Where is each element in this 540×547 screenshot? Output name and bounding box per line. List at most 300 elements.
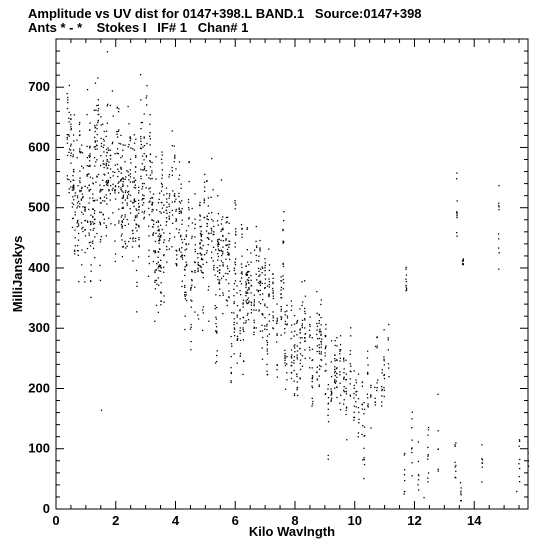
data-point: [118, 153, 119, 154]
data-point: [82, 196, 83, 197]
data-point: [178, 179, 179, 180]
data-point: [247, 313, 248, 314]
data-point: [356, 382, 357, 383]
data-point: [309, 324, 310, 325]
data-point: [256, 327, 257, 328]
data-point: [153, 194, 154, 195]
data-point: [300, 332, 301, 333]
data-point: [208, 213, 209, 214]
data-point: [128, 179, 129, 180]
data-point: [130, 148, 131, 149]
data-point: [195, 249, 196, 250]
data-point: [130, 169, 131, 170]
data-point: [140, 136, 141, 137]
data-point: [141, 188, 142, 189]
data-point: [285, 321, 286, 322]
data-point: [377, 387, 378, 388]
data-point: [140, 128, 141, 129]
data-point: [195, 224, 196, 225]
data-point: [256, 279, 257, 280]
data-point: [74, 195, 75, 196]
data-point: [219, 279, 220, 280]
data-point: [93, 183, 94, 184]
data-point: [291, 362, 292, 363]
data-point: [217, 279, 218, 280]
data-point: [191, 238, 192, 239]
data-point: [339, 371, 340, 372]
data-point: [70, 181, 71, 182]
data-point: [221, 219, 222, 220]
data-point: [81, 145, 82, 146]
data-point: [227, 300, 228, 301]
data-point: [168, 240, 169, 241]
data-point: [155, 178, 156, 179]
data-point: [216, 361, 217, 362]
data-point: [361, 434, 362, 435]
data-point: [94, 236, 95, 237]
data-point: [186, 265, 187, 266]
data-point: [241, 277, 242, 278]
data-point: [153, 235, 154, 236]
data-point: [240, 333, 241, 334]
y-tick-label: 100: [28, 440, 50, 456]
data-point: [106, 235, 107, 236]
data-point: [235, 280, 236, 281]
data-point: [334, 358, 335, 359]
data-point: [235, 204, 236, 205]
data-point: [158, 312, 159, 313]
data-point: [108, 218, 109, 219]
data-point: [152, 197, 153, 198]
data-point: [67, 175, 68, 176]
data-point: [176, 265, 177, 266]
data-point: [70, 124, 71, 125]
data-point: [106, 225, 107, 226]
data-point: [222, 247, 223, 248]
data-point: [312, 398, 313, 399]
data-point: [127, 185, 128, 186]
data-point: [284, 353, 285, 354]
data-point: [334, 354, 335, 355]
data-point: [346, 439, 347, 440]
data-point: [70, 126, 71, 127]
data-point: [367, 397, 368, 398]
data-point: [384, 378, 385, 379]
data-point: [128, 223, 129, 224]
data-point: [319, 369, 320, 370]
data-point: [291, 357, 292, 358]
data-point: [161, 301, 162, 302]
data-point: [354, 417, 355, 418]
data-point: [272, 283, 273, 284]
data-point: [76, 207, 77, 208]
data-point: [269, 334, 270, 335]
data-point: [90, 221, 91, 222]
data-point: [499, 252, 500, 253]
data-point: [77, 195, 78, 196]
data-point: [81, 198, 82, 199]
data-point: [172, 202, 173, 203]
data-point: [222, 292, 223, 293]
data-point: [136, 230, 137, 231]
data-point: [146, 95, 147, 96]
data-point: [185, 296, 186, 297]
data-point: [73, 180, 74, 181]
data-point: [120, 135, 121, 136]
data-point: [81, 200, 82, 201]
data-point: [253, 332, 254, 333]
data-point: [110, 158, 111, 159]
data-point: [106, 136, 107, 137]
data-point: [296, 323, 297, 324]
data-point: [100, 197, 101, 198]
data-point: [169, 238, 170, 239]
data-point: [132, 148, 133, 149]
data-point: [316, 371, 317, 372]
data-point: [127, 203, 128, 204]
data-point: [102, 124, 103, 125]
data-point: [309, 347, 310, 348]
data-point: [142, 122, 143, 123]
data-point: [162, 208, 163, 209]
data-point: [319, 375, 320, 376]
data-point: [96, 124, 97, 125]
data-point: [197, 271, 198, 272]
data-point: [71, 128, 72, 129]
data-point: [184, 329, 185, 330]
data-point: [265, 262, 266, 263]
data-point: [215, 362, 216, 363]
data-point: [150, 138, 151, 139]
data-point: [179, 213, 180, 214]
data-point: [258, 310, 259, 311]
data-point: [285, 323, 286, 324]
y-tick-label: 500: [28, 199, 50, 215]
data-point: [155, 288, 156, 289]
data-point: [267, 335, 268, 336]
data-point: [353, 397, 354, 398]
data-point: [136, 286, 137, 287]
data-point: [118, 108, 119, 109]
data-point: [293, 360, 294, 361]
data-point: [528, 460, 529, 461]
data-point: [98, 110, 99, 111]
data-point: [169, 195, 170, 196]
data-point: [136, 210, 137, 211]
data-point: [67, 155, 68, 156]
data-point: [114, 224, 115, 225]
data-point: [160, 271, 161, 272]
data-point: [143, 159, 144, 160]
data-point: [96, 128, 97, 129]
data-point: [128, 171, 129, 172]
data-point: [135, 171, 136, 172]
data-point: [254, 320, 255, 321]
data-point: [320, 335, 321, 336]
data-point: [186, 262, 187, 263]
data-point: [248, 301, 249, 302]
data-point: [427, 447, 428, 448]
data-point: [334, 388, 335, 389]
data-point: [221, 255, 222, 256]
data-point: [121, 239, 122, 240]
data-point: [227, 249, 228, 250]
data-point: [70, 163, 71, 164]
data-point: [148, 235, 149, 236]
data-point: [89, 153, 90, 154]
y-tick-label: 700: [28, 79, 50, 95]
data-point: [250, 275, 251, 276]
x-tick-label: 8: [291, 513, 299, 528]
data-point: [150, 187, 151, 188]
data-point: [75, 237, 76, 238]
data-point: [284, 362, 285, 363]
data-point: [350, 350, 351, 351]
data-point: [208, 239, 209, 240]
data-point: [176, 254, 177, 255]
data-point: [107, 185, 108, 186]
x-tick-label: 2: [112, 513, 120, 528]
data-point: [143, 198, 144, 199]
data-point: [125, 214, 126, 215]
data-point: [166, 249, 167, 250]
data-point: [182, 242, 183, 243]
data-point: [213, 220, 214, 221]
data-point: [73, 187, 74, 188]
data-point: [115, 198, 116, 199]
data-point: [208, 321, 209, 322]
data-point: [404, 469, 405, 470]
data-point: [161, 178, 162, 179]
data-point: [384, 396, 385, 397]
data-point: [199, 265, 200, 266]
data-point: [104, 140, 105, 141]
data-point: [124, 145, 125, 146]
data-point: [364, 464, 365, 465]
data-point: [180, 188, 181, 189]
data-point: [276, 341, 277, 342]
data-point: [159, 240, 160, 241]
data-point: [166, 193, 167, 194]
data-point: [88, 209, 89, 210]
data-point: [381, 386, 382, 387]
data-point: [118, 171, 119, 172]
data-point: [277, 377, 278, 378]
data-point: [163, 232, 164, 233]
data-point: [427, 435, 428, 436]
data-point: [93, 248, 94, 249]
data-point: [498, 206, 499, 207]
data-point: [345, 414, 346, 415]
data-point: [98, 174, 99, 175]
data-point: [235, 208, 236, 209]
data-point: [126, 170, 127, 171]
data-point: [264, 325, 265, 326]
data-point: [498, 203, 499, 204]
data-point: [144, 137, 145, 138]
data-point: [104, 197, 105, 198]
data-point: [69, 192, 70, 193]
data-point: [95, 131, 96, 132]
data-point: [287, 323, 288, 324]
data-point: [134, 200, 135, 201]
data-point: [203, 245, 204, 246]
data-point: [128, 241, 129, 242]
data-point: [457, 200, 458, 201]
data-point: [247, 290, 248, 291]
data-point: [231, 382, 232, 383]
data-point: [230, 367, 231, 368]
data-point: [219, 295, 220, 296]
data-point: [241, 283, 242, 284]
data-point: [107, 51, 108, 52]
data-point: [163, 212, 164, 213]
data-point: [163, 272, 164, 273]
data-point: [87, 157, 88, 158]
data-point: [281, 306, 282, 307]
data-point: [345, 391, 346, 392]
data-point: [135, 217, 136, 218]
data-point: [202, 259, 203, 260]
data-point: [247, 249, 248, 250]
data-point: [107, 123, 108, 124]
data-point: [136, 270, 137, 271]
data-point: [259, 247, 260, 248]
data-point: [96, 176, 97, 177]
data-point: [164, 239, 165, 240]
data-point: [188, 218, 189, 219]
data-point: [234, 353, 235, 354]
data-point: [299, 348, 300, 349]
data-point: [254, 328, 255, 329]
data-point: [344, 368, 345, 369]
data-point: [291, 338, 292, 339]
data-point: [194, 272, 195, 273]
data-point: [87, 248, 88, 249]
data-point: [142, 199, 143, 200]
data-point: [461, 500, 462, 501]
data-point: [156, 284, 157, 285]
data-point: [150, 191, 151, 192]
data-point: [370, 396, 371, 397]
data-point: [305, 333, 306, 334]
data-point: [498, 238, 499, 239]
data-point: [96, 159, 97, 160]
data-point: [90, 297, 91, 298]
data-point: [122, 207, 123, 208]
data-point: [72, 218, 73, 219]
data-point: [319, 365, 320, 366]
data-point: [374, 387, 375, 388]
data-point: [123, 178, 124, 179]
data-point: [90, 224, 91, 225]
data-point: [108, 147, 109, 148]
data-point: [201, 226, 202, 227]
x-tick-label: 14: [466, 513, 482, 528]
data-point: [180, 252, 181, 253]
data-point: [106, 194, 107, 195]
data-point: [107, 159, 108, 160]
data-point: [143, 218, 144, 219]
data-point: [150, 144, 151, 145]
data-point: [240, 353, 241, 354]
data-point: [294, 393, 295, 394]
data-point: [201, 231, 202, 232]
data-point: [250, 252, 251, 253]
data-point: [70, 119, 71, 120]
data-point: [287, 317, 288, 318]
data-point: [319, 347, 320, 348]
data-point: [235, 262, 236, 263]
data-point: [118, 111, 119, 112]
data-point: [84, 220, 85, 221]
data-point: [89, 122, 90, 123]
data-point: [258, 268, 259, 269]
data-point: [350, 363, 351, 364]
data-point: [142, 183, 143, 184]
data-point: [428, 454, 429, 455]
data-point: [235, 234, 236, 235]
data-point: [241, 271, 242, 272]
data-point: [130, 176, 131, 177]
data-point: [110, 155, 111, 156]
data-point: [106, 131, 107, 132]
data-point: [136, 224, 137, 225]
data-point: [94, 219, 95, 220]
data-point: [223, 240, 224, 241]
data-point: [168, 176, 169, 177]
data-point: [285, 389, 286, 390]
data-point: [331, 391, 332, 392]
data-point: [172, 190, 173, 191]
data-point: [162, 229, 163, 230]
data-point: [135, 185, 136, 186]
data-point: [456, 217, 457, 218]
data-point: [160, 237, 161, 238]
data-point: [519, 439, 520, 440]
data-point: [381, 405, 382, 406]
data-point: [427, 459, 428, 460]
data-point: [97, 122, 98, 123]
data-point: [235, 242, 236, 243]
data-point: [237, 362, 238, 363]
data-point: [227, 305, 228, 306]
data-point: [343, 378, 344, 379]
data-point: [404, 474, 405, 475]
data-point: [301, 281, 302, 282]
data-point: [283, 243, 284, 244]
data-point: [166, 213, 167, 214]
data-point: [87, 187, 88, 188]
data-point: [364, 459, 365, 460]
data-point: [233, 289, 234, 290]
data-point: [110, 193, 111, 194]
data-point: [150, 161, 151, 162]
data-point: [78, 223, 79, 224]
data-point: [216, 332, 217, 333]
data-point: [138, 256, 139, 257]
data-point: [158, 267, 159, 268]
data-point: [146, 143, 147, 144]
data-point: [325, 335, 326, 336]
data-point: [358, 398, 359, 399]
data-point: [153, 250, 154, 251]
data-point: [258, 282, 259, 283]
data-point: [118, 183, 119, 184]
data-point: [161, 282, 162, 283]
data-point: [84, 207, 85, 208]
data-point: [233, 324, 234, 325]
